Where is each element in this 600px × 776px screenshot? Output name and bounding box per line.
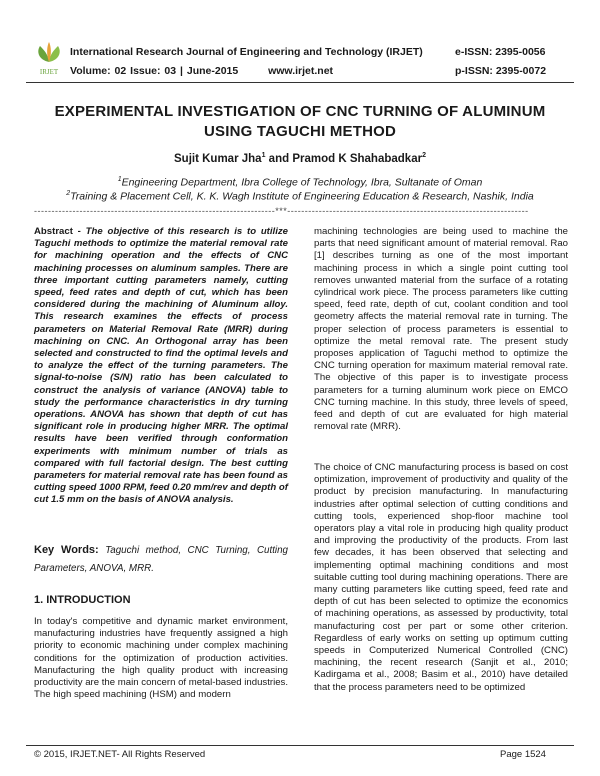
author-1: Sujit Kumar Jha <box>174 152 262 165</box>
author-2: Pramod K Shahabadkar <box>292 152 423 165</box>
footer-copyright: © 2015, IRJET.NET- All Rights Reserved <box>34 749 206 760</box>
journal-website[interactable]: www.irjet.net <box>268 65 334 77</box>
section-separator: ---------------------------------------------------------------------***--------------------------------------------------------------------- <box>34 206 529 216</box>
abstract <box>34 226 288 507</box>
header-rule <box>26 82 574 83</box>
introduction-para-2: The choice of CNC manufacturing process is based on cost optimization, improvement of productivity and quality of the product by precision manufacturing. In manufacturing industries after optimal selection of cutting conditions and cutting tools, experienced shop-floor machine tool operators play a vital role in producing high quality product and improving the productivity of the products. From last few decades, it has been observed that selecting and implementing optimal machining conditions and most suitable cutting tool during machining operations. There are many cutting parameters like cutting speed, feed rate and depth of cut has been selected to optimize the economics of machining operations, as assessed by productivity, total manufacturing cost per part or some other criterion. Regardless of early works on setting up optimum cutting speeds in Computerized Numerical Controlled (CNC) machining, the recent research (Sanjit et al., 2010; Kadirgama et al., 2008; Basim et al., 2010) have detailed that the process parameters need to be optimized <box>314 462 568 693</box>
keywords-text: Taguchi method, CNC Turning, Cutting Parameters, ANOVA, MRR. <box>34 545 288 574</box>
keywords-label: Key Words: <box>34 544 99 556</box>
p-issn: p-ISSN: 2395-0072 <box>455 65 547 77</box>
journal-logo <box>34 40 64 80</box>
affiliation-1 <box>0 176 600 189</box>
abstract-label: Abstract - <box>34 226 81 237</box>
volume-info <box>70 65 333 77</box>
authors <box>0 152 600 165</box>
leaf-logo-icon <box>34 40 64 80</box>
affiliation-2-sup: 2 <box>66 190 71 197</box>
page-number: Page 1524 <box>500 749 546 760</box>
introduction-para-1-continued: machining technologies are being used to machine the parts that need significant amount of material removal. Rao [1] describes turning as one of the most important machining process in which a single point cutting tool removes unwanted material from the surface of a rotating cylindrical work piece. The process parameters like cutting speed, feed rate, depth of cut, coolant condition and tool geometry affects the material removal rate in turning. The proper selection of process parameters is essential to optimize the metal removal rate. The present study proposes application of Taguchi method to optimize the CNC turning operation for maximum material removal rate. The objective of this paper is to investigate process parameters for a turning aluminum work piece on EMCO CNC turning machine. In this study, three levels of speed, feed and depth of cut are evaluated for high material removal rate (MRR). <box>314 226 568 433</box>
abstract-text: The objective of this research is to utilize Taguchi methods to optimize the material removal rate for machining operation and the effects of CNC machining processes on aluminum samples. There are three important cutting parameters namely, cutting speed, feed rates and depth of cut, which has been considered during the machining of Aluminum alloy. This research examines the effects of process parameters on Material Removal Rate (MRR) during machining on CNC. An Orthogonal array has been selected and constructed to find the optimal levels and to analyze the effect of the turning parameters. The signal-to-noise (S/N) ratio has been calculated to construct the analysis of variance (ANOVA) table to study the performance characteristics in dry turning operations. ANOVA has shown that depth of cut has significant role in producing higher MRR. The optimal results have been verified through conformation experiments with minimum number of trials as compared with full factorial design. The best cutting parameters for material removal rate has been found as cutting speed 1000 RPM, feed 0.20 mm/rev and depth of cut 1.5 mm on the basis of ANOVA analysis. <box>34 226 289 506</box>
introduction-para-1: In today's competitive and dynamic market environment, manufacturing industries have frequently assigned a high priority to economic machining under complex machining conditions for the optimization of production activities. Manufacturing the high quality product with increasing productivity are the main concern of metal-based industries. The high speed machining (HSM) and modern <box>34 616 288 701</box>
affiliation-2 <box>0 190 600 203</box>
volume-issue: Volume: 02 Issue: 03 | June-2015 <box>70 65 239 77</box>
logo-text: IRJET <box>39 68 59 76</box>
authors-and: and <box>265 152 293 165</box>
affiliation-2-text: Training & Placement Cell, K. K. Wagh Institute of Engineering Education & Research, Nashik, India <box>70 190 534 203</box>
author-1-sup: 1 <box>261 152 266 159</box>
affiliation-1-text: Engineering Department, Ibra College of Technology, Ibra, Sultanate of Oman <box>121 176 483 189</box>
paper-title: EXPERIMENTAL INVESTIGATION OF CNC TURNING OF ALUMINUM USING TAGUCHI METHOD <box>54 103 546 140</box>
keywords <box>34 541 288 578</box>
e-issn: e-ISSN: 2395-0056 <box>455 46 546 58</box>
journal-name: International Research Journal of Engineering and Technology (IRJET) <box>70 46 423 58</box>
introduction-heading: 1. INTRODUCTION <box>34 594 131 606</box>
footer-rule <box>26 745 574 746</box>
affiliation-1-sup: 1 <box>117 176 122 183</box>
author-2-sup: 2 <box>422 152 426 159</box>
